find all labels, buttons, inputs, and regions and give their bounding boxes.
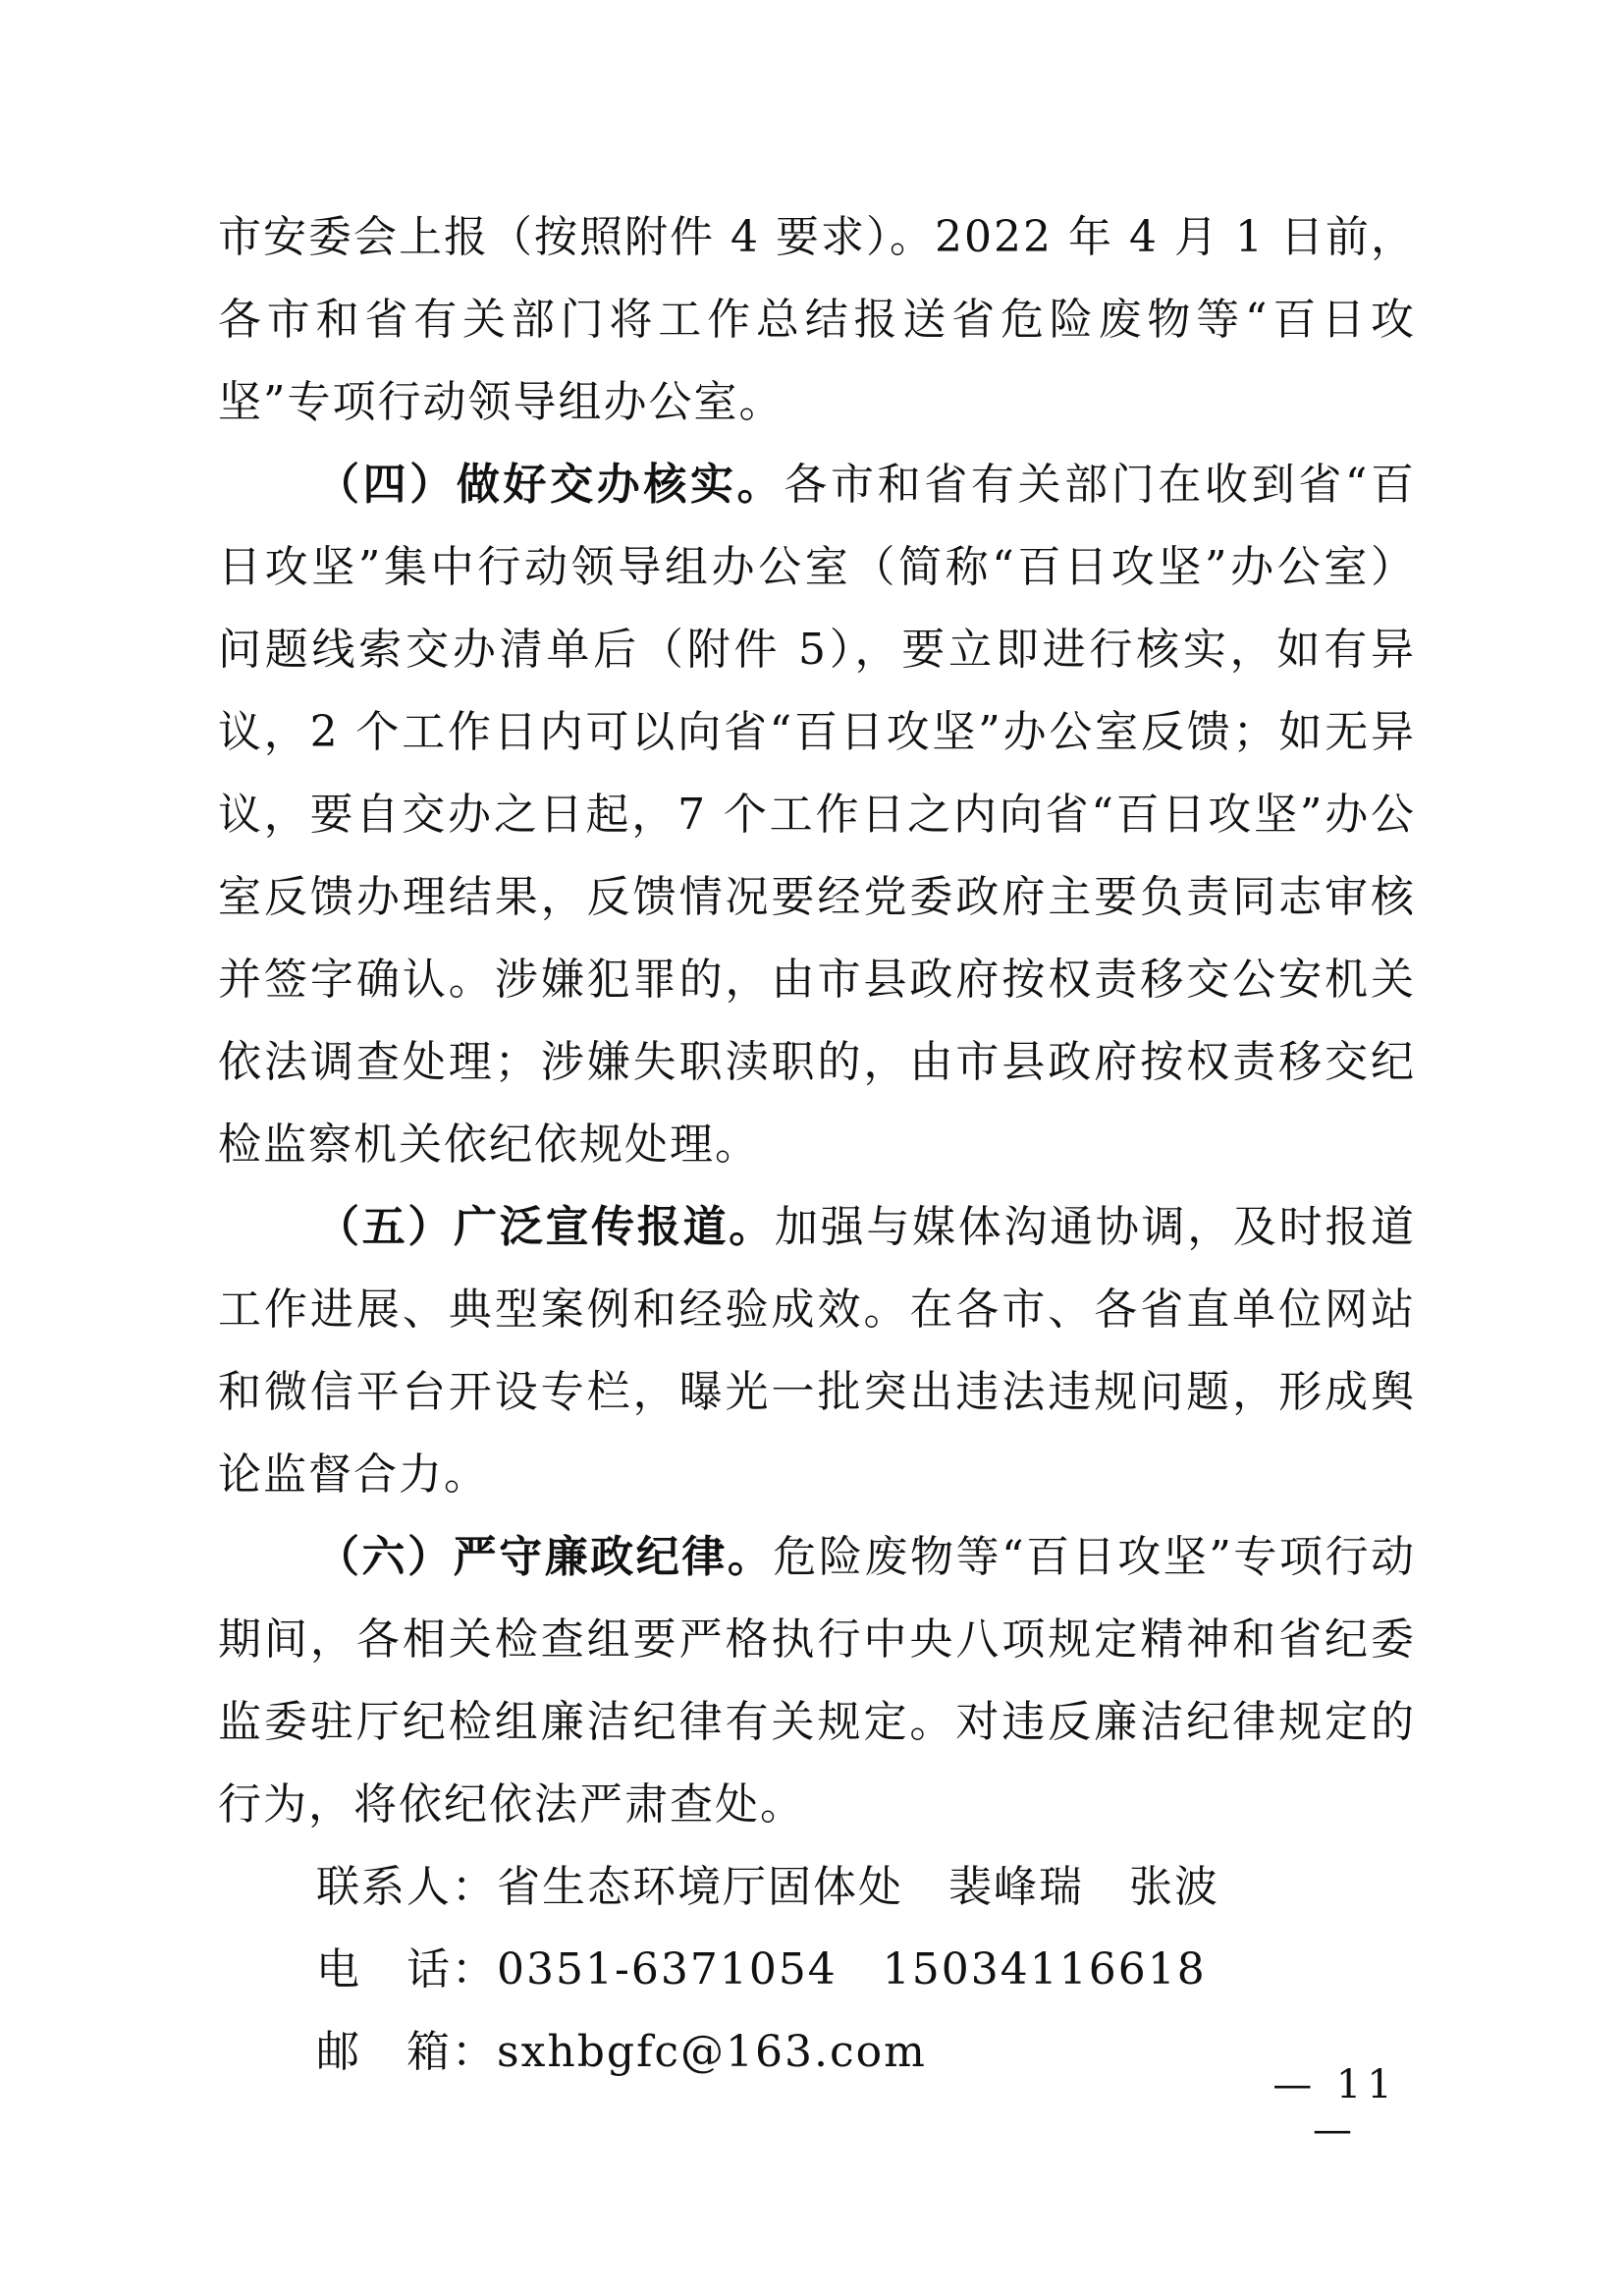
contact-person-label: 联系人： [316,1862,497,1912]
contact-person-line [218,1846,1416,1929]
contact-email-label: 邮 箱： [316,2027,497,2077]
contact-person-value: 省生态环境厅固体处 裴峰瑞 张波 [497,1862,1219,1912]
section-heading: （六）严守廉政纪律。 [316,1532,774,1582]
paragraph-text: 加强与媒体沟通协调，及时报道工作进展、典型案例和经验成效。在各市、各省直单位网站和微信平台开设专栏，曝光一批突出违法违规问题，形成舆论监督合力。 [218,1202,1417,1500]
section-heading: （四）做好交办核实。 [316,460,784,510]
contact-phone-line [218,1929,1416,2011]
contact-phone-value: 0351-6371054 15034116618 [497,1944,1207,1995]
contact-email-line [218,2011,1416,2094]
paragraph-section-5 [218,1186,1416,1516]
paragraph-section-4 [218,444,1416,1186]
paragraph-text: 各市和省有关部门在收到省“百日攻坚”集中行动领导组办公室（简称“百日攻坚”办公室）问题线索交办清单后（附件 5），要立即进行核实，如有异议，2 个工作日内可以向省“百日攻坚”办公室反馈；如无异议，要自交办之日起，7 个工作日之内向省“百日攻坚”办公室反馈办理结果，反馈情况要经党委政府主要负责同志审核并签字确认。涉嫌犯罪的，由市县政府按权责移交公安机关依法调查处理；涉嫌失职渎职的，由市县政府按权责移交纪检监察机关依纪依规处理。 [218,460,1417,1170]
paragraph-section-6 [218,1516,1416,1846]
document-body [218,196,1416,2094]
paragraph-continuation [218,196,1416,444]
paragraph-text: 危险废物等“百日攻坚”专项行动期间，各相关检查组要严格执行中央八项规定精神和省纪委监委驻厅纪检组廉洁纪律有关规定。对违反廉洁纪律规定的行为，将依纪依法严肃查处。 [218,1532,1416,1830]
contact-email-value: sxhbgfc@163.com [497,2027,927,2077]
paragraph-text: 市安委会上报（按照附件 4 要求）。2022 年 4 月 1 日前，各市和省有关部门将工作总结报送省危险废物等“百日攻坚”专项行动领导组办公室。 [218,212,1416,427]
page-number: — 11 — [1272,2062,1398,2153]
section-heading: （五）广泛宣传报道。 [316,1202,775,1252]
contact-phone-label: 电 话： [316,1944,497,1995]
